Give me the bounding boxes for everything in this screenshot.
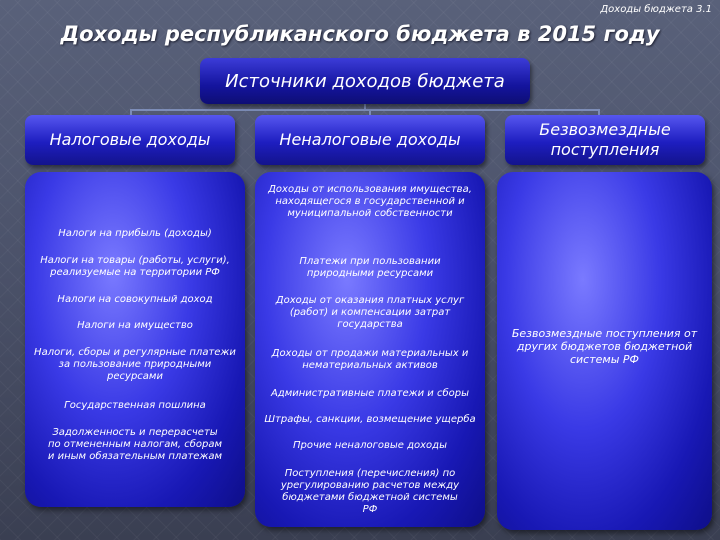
- list-item: Доходы от продажи материальных и нематериальных активов: [271, 348, 469, 371]
- list-item: Налоги на совокупный доход: [57, 294, 213, 305]
- connector-horizontal: [130, 109, 600, 111]
- list-item: Государственная пошлина: [64, 400, 206, 411]
- list-item: Штрафы, санкции, возмещение ущерба: [264, 414, 476, 425]
- list-item: Платежи при пользовании природными ресурсами: [299, 256, 441, 279]
- category-gratuitous-receipts: Безвозмездные поступления: [505, 115, 705, 165]
- category-nontax-revenue: Неналоговые доходы: [255, 115, 485, 165]
- list-item: Поступления (перечисления) по урегулированию расчетов между бюджетами бюджетной системы РФ: [280, 468, 460, 515]
- list-item: Прочие неналоговые доходы: [293, 440, 447, 451]
- list-item: Налоги, сборы и регулярные платежи за пользование природными ресурсами: [34, 347, 236, 382]
- list-item: Безвозмездные поступления от других бюджетов бюджетной системы РФ: [511, 327, 698, 366]
- slide-number-label: Доходы бюджета 3.1: [600, 4, 712, 15]
- page-title: Доходы республиканского бюджета в 2015 году: [60, 22, 660, 46]
- list-item: Налоги на прибыль (доходы): [58, 228, 212, 239]
- list-item: Административные платежи и сборы: [270, 388, 470, 399]
- tax-revenue-panel: [25, 172, 245, 507]
- gratuitous-receipts-panel: [497, 172, 712, 530]
- category-tax-revenue: Налоговые доходы: [25, 115, 235, 165]
- nontax-revenue-panel: [255, 172, 485, 527]
- list-item: Задолженность и перерасчеты по отмененным налогам, сборам и иным обязательным платежам: [47, 427, 223, 462]
- list-item: Доходы от использования имущества, находящегося в государственной и муниципальной собственности: [268, 184, 472, 219]
- list-item: Доходы от оказания платных услуг (работ) и компенсации затрат государства: [275, 295, 465, 330]
- list-item: Налоги на товары (работы, услуги), реализуемые на территории РФ: [40, 255, 230, 278]
- list-item: Налоги на имущество: [77, 320, 193, 331]
- sources-header: Источники доходов бюджета: [200, 58, 530, 104]
